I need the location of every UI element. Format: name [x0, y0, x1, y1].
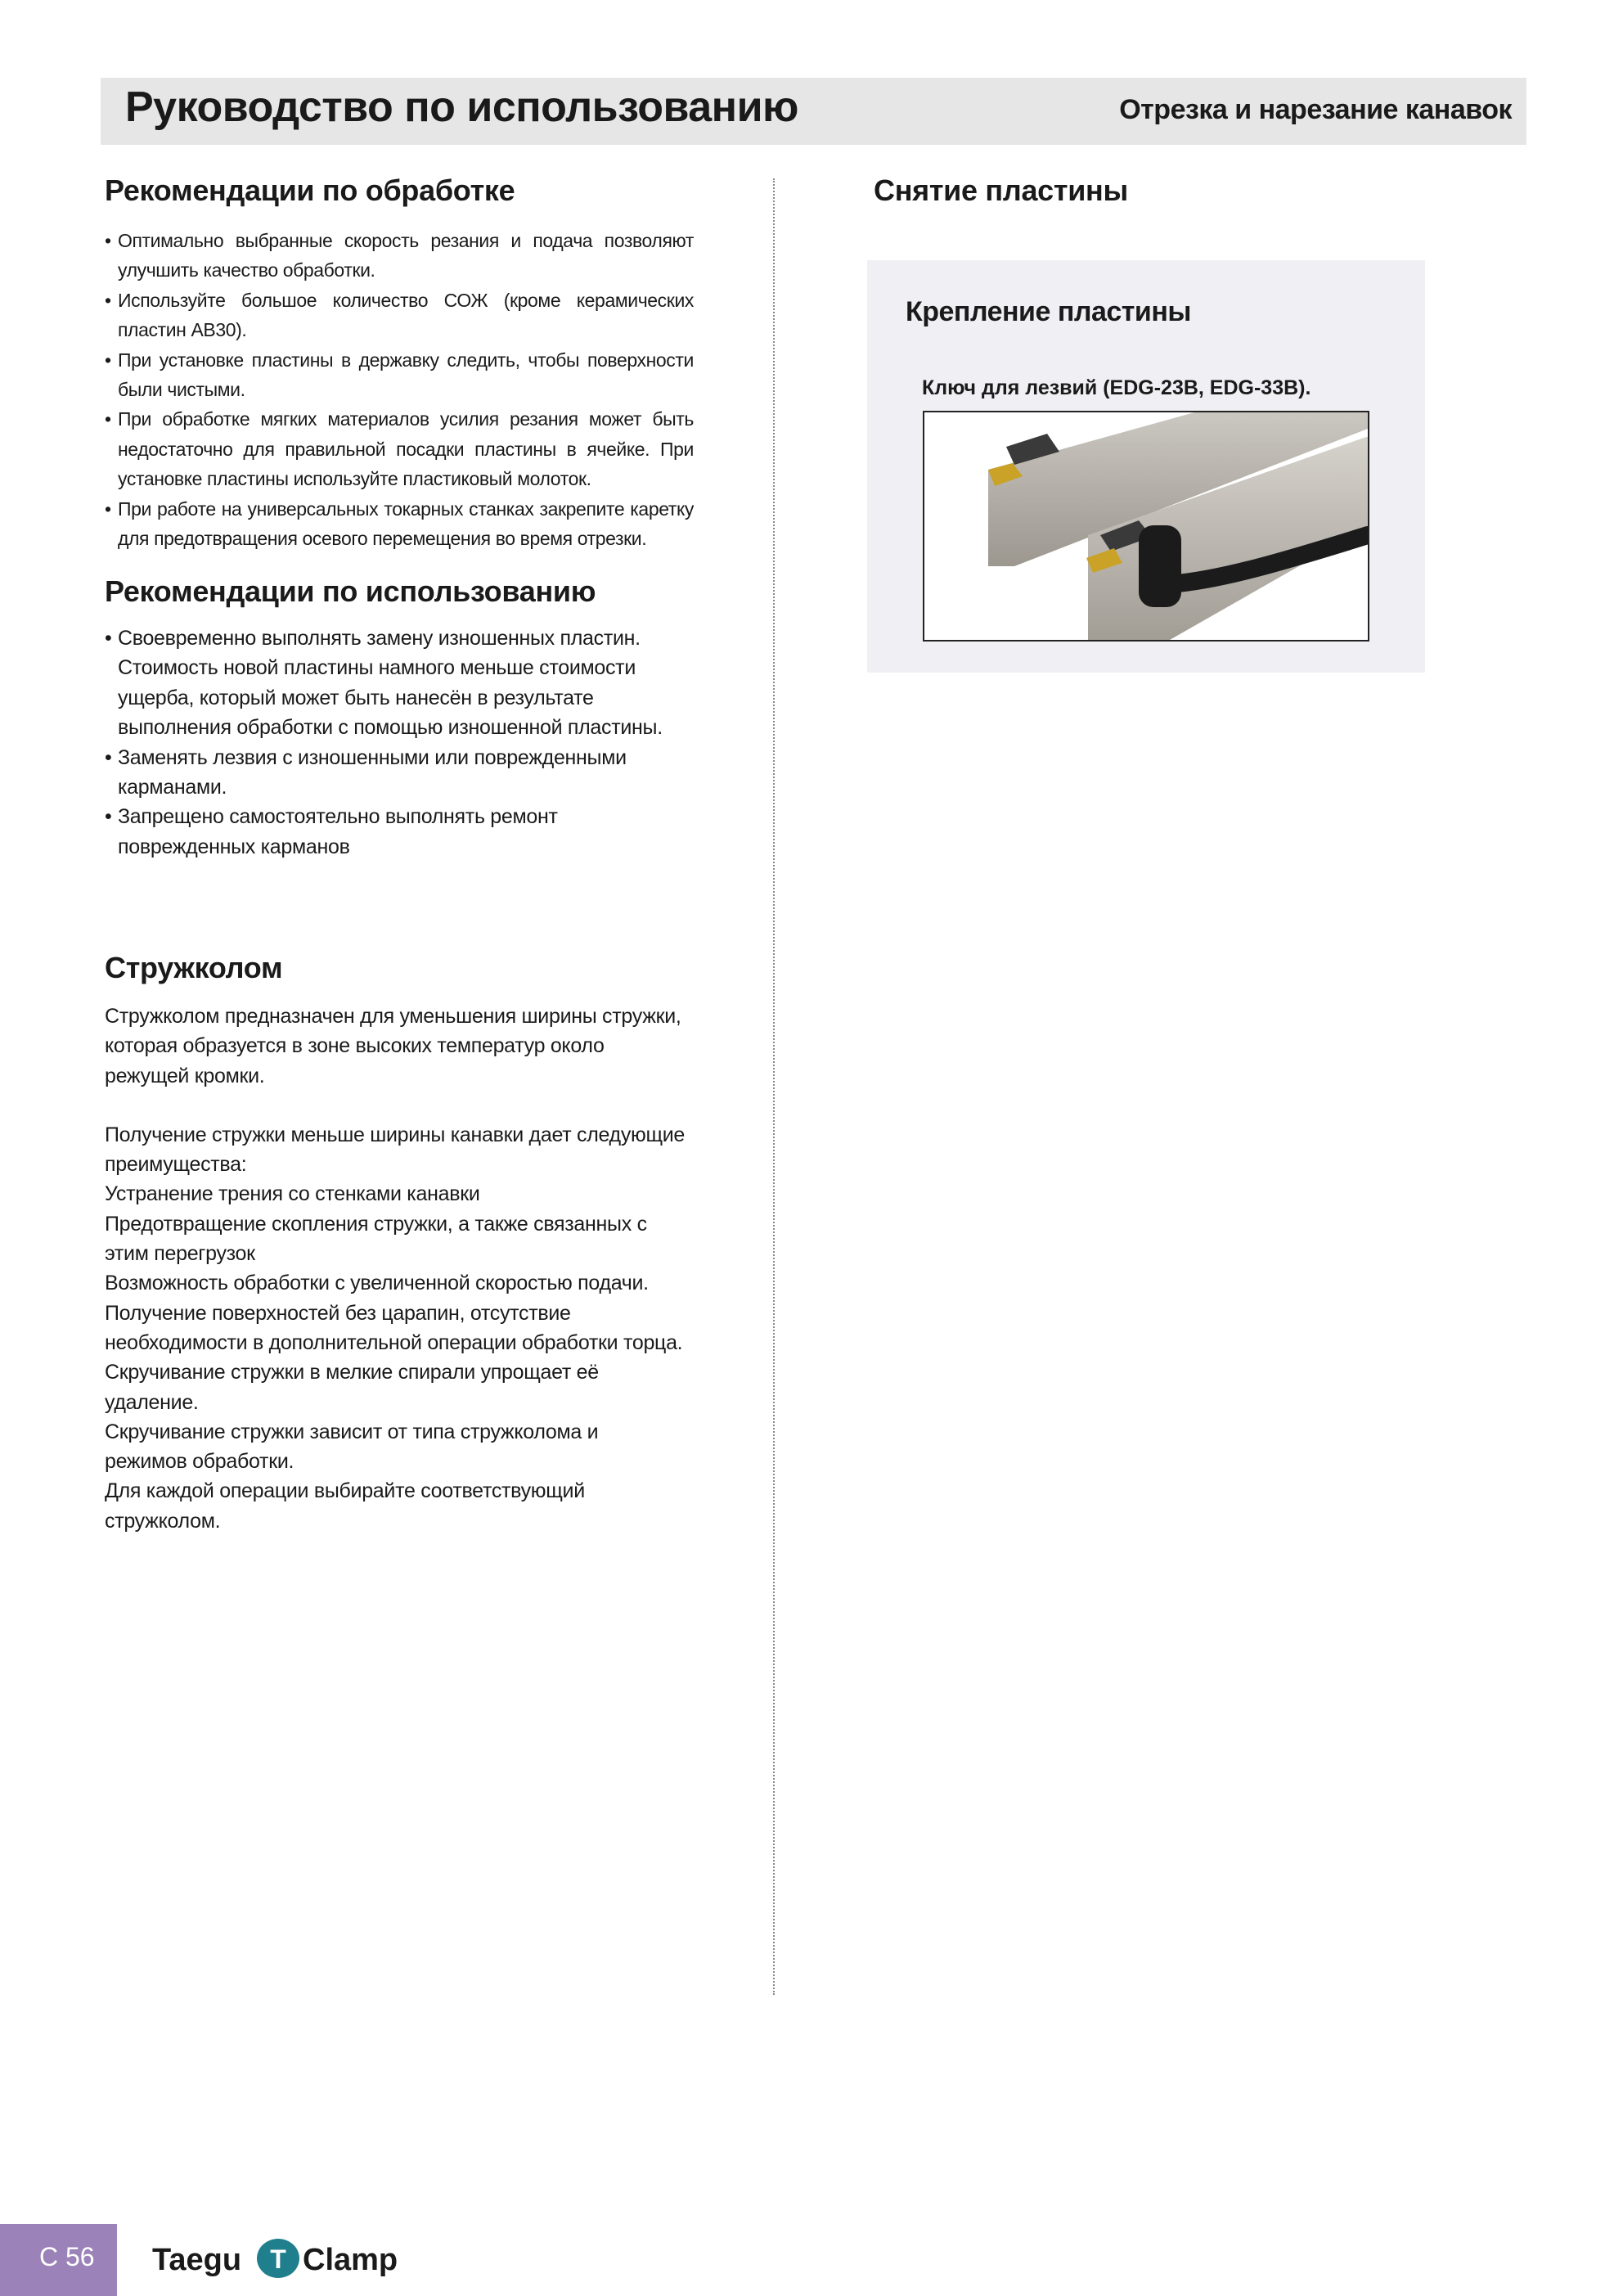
page-number: C 56 [39, 2242, 95, 2271]
list-item: • Оптимально выбранные скорость резания и подача позволяют улучшить качество обработки. [105, 226, 694, 286]
blade-key-photo [923, 411, 1369, 642]
text-line: Возможность обработки с увеличенной скоростью подачи. [105, 1272, 649, 1295]
logo-mark-letter: T [270, 2244, 286, 2274]
text-line: стружколом. [105, 1509, 221, 1533]
logo-text-right: Clamp [303, 2243, 398, 2277]
text-line: режущей кромки. [105, 1064, 265, 1087]
list-item: • Заменять лезвия с изношенными или поврежденными карманами. [105, 743, 694, 803]
list-item: • Запрещено самостоятельно выполнять ремонт поврежденных карманов [105, 802, 694, 862]
section-title: Снятие пластины [874, 173, 1128, 207]
text-line: Устранение трения со стенками канавки [105, 1182, 480, 1206]
list-item: • При работе на универсальных токарных станках закрепите каретку для предотвращения осевого перемещения во время отрезки. [105, 494, 694, 554]
section-title: Рекомендации по использованию [105, 574, 596, 608]
page-number-tab [0, 2224, 117, 2296]
logo-mark-icon [257, 2239, 299, 2278]
text-line: Скручивание стружки в мелкие спирали упрощает её [105, 1361, 599, 1384]
list-item: • Используйте большое количество СОЖ (кроме керамических пластин AB30). [105, 286, 694, 345]
text-line: режимов обработки. [105, 1450, 294, 1474]
taegutec-logo [152, 2234, 414, 2283]
blade-illustration [924, 412, 1368, 640]
bullet-list [105, 624, 694, 862]
text-line: Для каждой операции выбирайте соответствующий [105, 1479, 585, 1503]
left-column [105, 173, 694, 1533]
page-title: Руководство по использованию [125, 83, 798, 131]
right-column [874, 173, 1528, 208]
list-item: • Своевременно выполнять замену изношенных пластин. Стоимость новой пластины намного меньше стоимости ущерба, который может быть нанесён в результате выполнения обработки с помощью изношенной пластины. [105, 624, 694, 743]
text-line: преимущества: [105, 1153, 247, 1177]
section-title: Рекомендации по обработке [105, 173, 515, 207]
text-line: Скручивание стружки зависит от типа стружколома и [105, 1420, 599, 1443]
text-line: Стружколом предназначен для уменьшения ширины стружки, [105, 1005, 681, 1028]
section-usage-recommendations [105, 574, 694, 862]
text-line: Предотвращение скопления стружки, а также связанных с [105, 1212, 647, 1236]
key-head [1139, 525, 1181, 607]
text-line: Получение поверхностей без царапин, отсутствие [105, 1301, 571, 1325]
text-line: необходимости в дополнительной операции обработки торца. [105, 1330, 683, 1354]
photo-caption: Ключ для лезвий (EDG-23B, EDG-33B). [922, 376, 1311, 399]
column-divider [773, 178, 775, 1995]
logo-text-left: Taegu [152, 2243, 242, 2277]
bullet-list [105, 226, 694, 553]
section-machining-recommendations [105, 173, 694, 553]
insert-clamping-panel [867, 260, 1425, 673]
list-item: • При обработке мягких материалов усилия резания может быть недостаточно для правильной посадки пластины в ячейке. При установке пластины используйте пластиковый молоток. [105, 404, 694, 493]
panel-title: Крепление пластины [906, 296, 1191, 327]
paragraph [105, 1002, 694, 1536]
section-chipbreaker [105, 951, 694, 1536]
text-line: удаление. [105, 1390, 199, 1414]
section-title: Стружколом [105, 951, 283, 984]
list-item: • При установке пластины в державку следить, чтобы поверхности были чистыми. [105, 345, 694, 405]
text-line: Получение стружки меньше ширины канавки дает следующие [105, 1123, 686, 1146]
page-header [101, 78, 1526, 145]
text-line: которая образуется в зоне высоких температур около [105, 1034, 605, 1058]
page-subtitle: Отрезка и нарезание канавок [1119, 94, 1512, 125]
text-line: этим перегрузок [105, 1242, 255, 1266]
